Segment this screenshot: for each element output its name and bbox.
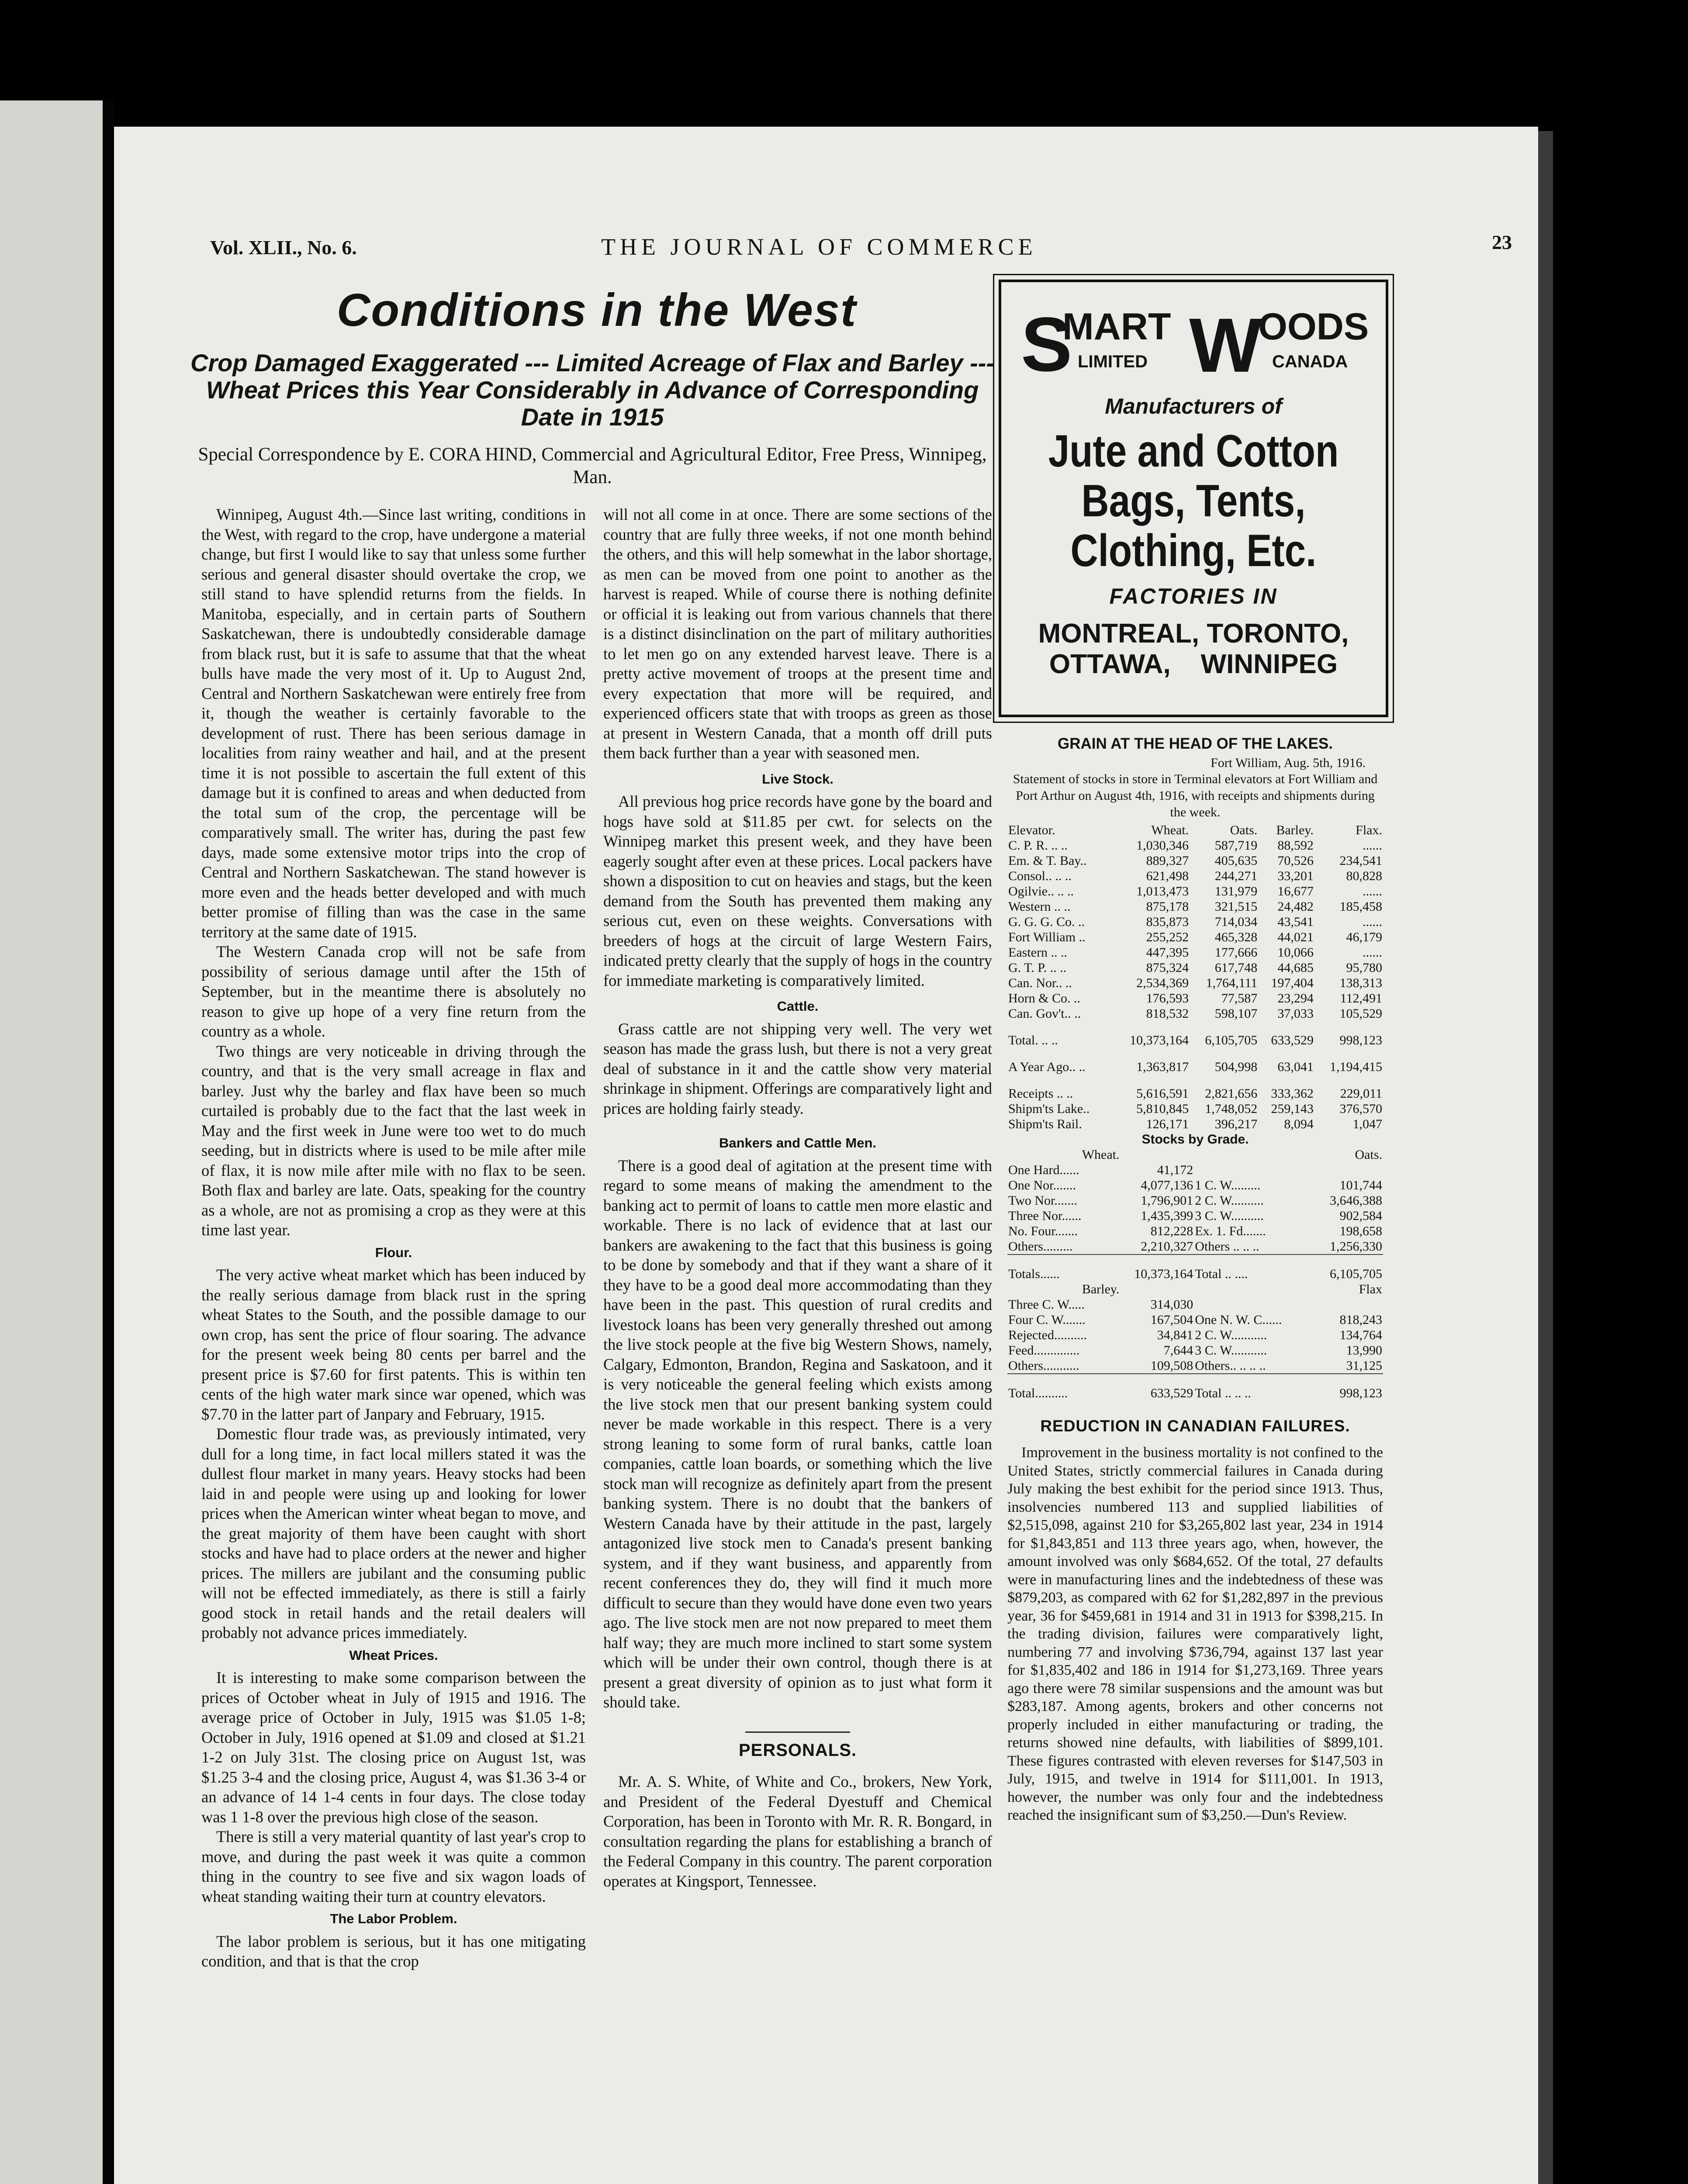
paragraph: Grass cattle are not shipping very well. The very wet season has made the grass lush, but there is not a very great deal of substance in it and the cattle show very material shrinkage in shipment. Offerings are comparatively light and prices are holding fairly steady. xyxy=(603,1019,992,1117)
table-cell: 24,482 xyxy=(1277,899,1314,914)
section-heading-labor-problem: The Labor Problem. xyxy=(330,1911,457,1926)
table-cell: 2,210,327 xyxy=(1141,1239,1193,1254)
table-cell: 44,685 xyxy=(1277,961,1314,975)
table-cell: 5,616,591 xyxy=(1136,1086,1189,1101)
table-cell: Shipm'ts Rail. xyxy=(1008,1117,1082,1131)
table-cell: 818,532 xyxy=(1146,1006,1189,1021)
table-cell: 818,243 xyxy=(1339,1313,1382,1327)
paragraph: will not all come in at once. There are some sections of the country that are fully three weeks, if not one month behind the others, and this will help somewhat in the labor shortage, as men can be moved from one point to another as the harvest is reaped. While of course there is nothing definite or official it is leaking out from various channels that there is a distinct disinclination on the part of military authorities to let men go on any extended harvest leave. There is a pretty active movement of troops at the present time and every expectation that more will be required, and experienced officers state that with troops as green as those at present in Western Canada, that a month off drill puts them back further than a year with seasoned men. xyxy=(603,505,992,762)
table-cell: Others.. .. .. .. xyxy=(1195,1358,1266,1373)
logo-word-oods: OODS xyxy=(1258,306,1369,348)
table-cell: Three C. W..... xyxy=(1008,1297,1085,1312)
table-cell: 633,529 xyxy=(1271,1033,1314,1047)
facing-page-edge xyxy=(0,100,103,2184)
grade-rows xyxy=(1007,1132,1383,1401)
table-cell: 23,294 xyxy=(1277,991,1314,1006)
table-cell: 43,541 xyxy=(1277,915,1314,929)
table-cell: 2,534,369 xyxy=(1136,976,1189,990)
table-cell: 1,764,111 xyxy=(1206,976,1258,990)
elevator-stocks-table xyxy=(1007,822,1383,1132)
table-cell: 2 C. W.......... xyxy=(1195,1193,1264,1208)
grain-label-row xyxy=(1007,1282,1383,1297)
table-cell: 16,677 xyxy=(1277,884,1314,898)
table-cell: ...... xyxy=(1363,945,1382,960)
paragraph: There is a good deal of agitation at the present time with regard to some means of making the amendment to the banking act to permit of loans to cattle men more elastic and workable. There is no lack of evidence that at last our bankers are awakening to the fact that this business is going to be done by somebody and that if they want a share of it they have to be a good deal more accommodating than they have been in the past. This question of rural credits and livestock loans has been very generally threshed out among the live stock people at the five big Western Shows, namely, Calgary, Edmonton, Brandon, Regina and Saskatoon, and it is very noticeable the general feeling which exists among the live stock men that our present banking system could never be made workable in this respect. There is a very strong leaning to some form of rural banks, cattle loan companies, cattle loan boards, or something which the live stock man will recognize as definitely apart from the present banking system. There is no doubt that the bankers of Western Canada have by their attitude in the past, largely antagonized live stock men to Canada's present banking system, and if they want business, and apparently from recent conferences they do, they will find it much more difficult to secure than they would have done even two years ago. The live stock men are not now prepared to meet them half way; they are much more inclined to start some system which will be under their own control, though there is at present a great diversity of opinion as to just what form it should take. xyxy=(603,1156,992,1711)
grade-stocks-table xyxy=(1007,1132,1383,1401)
table-cell: 633,529 xyxy=(1114,1374,1194,1401)
table-cell: 333,362 xyxy=(1271,1086,1314,1101)
table-cell: One Hard...... xyxy=(1008,1163,1079,1177)
table-row xyxy=(1007,945,1383,960)
article-byline: Special Correspondence by E. CORA HIND, Commercial and Agricultural Editor, Free Press, Winnipeg, Man. xyxy=(198,444,987,487)
table-cell: Rejected.......... xyxy=(1008,1328,1087,1342)
table-cell: 63,041 xyxy=(1277,1060,1314,1074)
table-cell: 138,313 xyxy=(1339,976,1382,990)
table-cell: G. G. G. Co. .. xyxy=(1008,915,1085,929)
table-cell: 34,841 xyxy=(1157,1328,1193,1342)
ad-factories-in: FACTORIES IN xyxy=(1109,584,1278,608)
table-cell: 1,030,346 xyxy=(1136,838,1189,853)
column-header: Oats. xyxy=(1230,823,1258,837)
table-cell: 376,570 xyxy=(1339,1102,1382,1116)
paragraph: The Western Canada crop will not be safe from possibility of serious damage until after the 15th of September, but in the meantime there is absolutely no reason to give up hope of a very fine return from the country as a whole. xyxy=(201,943,586,1040)
table-cell: 902,584 xyxy=(1339,1209,1382,1223)
table-cell: 80,828 xyxy=(1346,869,1382,883)
table-cell: 598,107 xyxy=(1214,1006,1258,1021)
table-cell: 105,529 xyxy=(1339,1006,1382,1021)
table-cell: 621,498 xyxy=(1146,869,1189,883)
table-cell: 185,458 xyxy=(1339,899,1382,914)
table-cell: 109,508 xyxy=(1150,1358,1193,1373)
table-cell: Two Nor....... xyxy=(1008,1193,1077,1208)
table-cell: 2 C. W........... xyxy=(1195,1328,1267,1342)
table-cell: Eastern .. .. xyxy=(1008,945,1067,960)
section-heading-wheat-prices: Wheat Prices. xyxy=(349,1647,438,1663)
paragraph: It is interesting to make some comparison between the prices of October wheat in July of 1915 and 1916. The average price of October in July, 1915 was $1.05 1-8; October in July, 1916 opened at $1.09 and closed at $1.21 1-2 on July 31st. The closing price on August 1st, was $1.25 3-4 and the closing price, August 4, was $1.36 3-4 or an advance of 14 1-4 cents in four days. The close today was 1 1-8 over the previous high close of the season. xyxy=(201,1669,586,1826)
statistics-column xyxy=(1007,736,1383,1825)
table-cell: Ex. 1. Fd....... xyxy=(1195,1224,1266,1238)
journal-title: THE JOURNAL OF COMMERCE xyxy=(601,234,1037,260)
table-cell xyxy=(1311,1297,1383,1312)
table-row xyxy=(1007,991,1383,1006)
smart-woods-advertisement xyxy=(999,280,1388,717)
ad-manufacturers-of: Manufacturers of xyxy=(1105,394,1282,418)
table-cell: 504,998 xyxy=(1214,1060,1258,1074)
journal-page xyxy=(114,127,1538,2184)
page-number: 23 xyxy=(1492,231,1512,253)
table-cell: ...... xyxy=(1363,838,1382,853)
ad-products xyxy=(1032,426,1355,576)
table-cell: Others........... xyxy=(1008,1358,1079,1373)
column-header: Wheat. xyxy=(1151,823,1189,837)
table-row xyxy=(1007,1208,1383,1223)
movement-row xyxy=(1007,1075,1383,1101)
table-cell: 46,179 xyxy=(1346,930,1382,944)
table-row xyxy=(1007,1178,1383,1193)
table-cell: 70,526 xyxy=(1277,854,1314,868)
grain-label: Flax xyxy=(1359,1282,1382,1296)
table-row xyxy=(1007,1297,1383,1312)
table-cell: ...... xyxy=(1363,884,1382,898)
table-cell: 875,324 xyxy=(1146,961,1189,975)
table-cell: 126,171 xyxy=(1146,1117,1189,1131)
column-header: Elevator. xyxy=(1008,823,1055,837)
table-cell: 177,666 xyxy=(1214,945,1258,960)
ad-product-line-3: Clothing, Etc. xyxy=(1070,525,1317,576)
table-cell: 1 C. W......... xyxy=(1195,1178,1261,1192)
table-cell: 3 C. W........... xyxy=(1195,1343,1267,1358)
table-cell: Three Nor...... xyxy=(1008,1209,1082,1223)
table-cell: Em. & T. Bay.. xyxy=(1008,854,1087,868)
table-cell: 2,821,656 xyxy=(1205,1086,1258,1101)
movement-row xyxy=(1007,1101,1383,1116)
table-row xyxy=(1007,1358,1383,1374)
table-cell: 197,404 xyxy=(1271,976,1314,990)
table-cell: Ogilvie.. .. .. xyxy=(1008,884,1074,898)
table-row xyxy=(1007,1239,1383,1254)
table-cell: 835,873 xyxy=(1146,915,1189,929)
table-cell: Others .. .. .. xyxy=(1195,1239,1259,1254)
table-cell: Shipm'ts Lake.. xyxy=(1008,1102,1090,1116)
table-cell: 255,252 xyxy=(1146,930,1189,944)
table-cell: 465,328 xyxy=(1214,930,1258,944)
table-cell: 714,034 xyxy=(1214,915,1258,929)
personals-paragraph: Mr. A. S. White, of White and Co., brokers, New York, and President of the Federal Dyestuff and Chemical Corporation, has been in Toronto with Mr. R. R. Bongard, in consultation regarding the plans for establishing a branch of the Federal Company in this country. The parent corporation operates at Kingsport, Tennessee. xyxy=(603,1773,992,1890)
table-cell: Total .. .... xyxy=(1194,1254,1311,1282)
table-cell: 8,094 xyxy=(1284,1117,1314,1131)
table-cell xyxy=(1194,1162,1311,1178)
paragraph: There is still a very material quantity of last year's crop to move, and during the past week it was quite a common thing in the country to see five and six wagon loads of wheat standing waiting their turn at country elevators. xyxy=(201,1828,586,1905)
table-row xyxy=(1007,899,1383,914)
table-cell: Western .. .. xyxy=(1008,899,1071,914)
table-cell: 5,810,845 xyxy=(1136,1102,1189,1116)
table-cell: 134,764 xyxy=(1339,1328,1382,1342)
table-cell: Total .. .. .. xyxy=(1194,1374,1311,1401)
table-cell: 314,030 xyxy=(1150,1297,1193,1312)
table-cell: 234,541 xyxy=(1339,854,1382,868)
grain-label: Wheat. xyxy=(1082,1147,1120,1162)
table-cell: 33,201 xyxy=(1277,869,1314,883)
table-cell: 3,646,388 xyxy=(1330,1193,1382,1208)
table-row xyxy=(1007,1312,1383,1327)
table-row xyxy=(1007,1162,1383,1178)
table-cell: 1,047 xyxy=(1352,1117,1382,1131)
table-cell: 112,491 xyxy=(1340,991,1382,1006)
table-cell: ...... xyxy=(1363,915,1382,929)
elevator-rows xyxy=(1007,838,1383,1132)
table-cell: Total. .. .. xyxy=(1008,1033,1058,1047)
paragraph: The very active wheat market which has been induced by the really serious damage from black rust in the spring wheat States to the South, and the possible damage to our own crop, has sent the price of flour soaring. The advance for the present week being 80 cents per barrel and the present price is $7.60 for first patents. This is within ten cents of the high water mark since war opened, which was $7.70 in the latter part of Janpary and February, 1915. xyxy=(201,1266,586,1423)
table-cell: 198,658 xyxy=(1339,1224,1382,1238)
book-gutter xyxy=(103,100,114,2184)
article-subheadline: Crop Damaged Exaggerated --- Limited Acreage of Flax and Barley --- Wheat Prices this Year Considerably in Advance of Corresponding Date in 1915 xyxy=(190,349,995,431)
table-cell: Receipts .. .. xyxy=(1008,1086,1073,1101)
column-header: Flax. xyxy=(1356,823,1382,837)
ad-product-line-1: Jute and Cotton xyxy=(1048,426,1339,477)
table-cell: 13,990 xyxy=(1346,1343,1382,1358)
section-heading-flour: Flour. xyxy=(375,1244,412,1260)
table-cell: 101,744 xyxy=(1339,1178,1382,1192)
table-cell: 1,748,052 xyxy=(1205,1102,1258,1116)
failures-article xyxy=(1007,1444,1383,1825)
table-cell: 167,504 xyxy=(1150,1313,1193,1327)
grain-report-statement: Statement of stocks in store in Terminal elevators at Fort William and Port Arthur on August 4th, 1916, with receipts and shipments during the week. xyxy=(1013,772,1378,819)
table-cell: One N. W. C...... xyxy=(1195,1313,1282,1327)
table-cell: 44,021 xyxy=(1277,930,1314,944)
table-cell xyxy=(1311,1162,1383,1178)
table-cell: 176,593 xyxy=(1146,991,1189,1006)
table-row xyxy=(1007,1327,1383,1343)
table-cell: 77,587 xyxy=(1221,991,1258,1006)
table-cell: 998,123 xyxy=(1311,1374,1383,1401)
ad-product-line-2: Bags, Tents, xyxy=(1081,476,1306,526)
paragraph: The labor problem is serious, but it has one mitigating condition, and that is that the crop xyxy=(201,1932,586,1970)
table-row xyxy=(1007,975,1383,991)
volume-number: Vol. XLII., No. 6. xyxy=(210,236,357,259)
table-cell: 812,228 xyxy=(1150,1224,1193,1238)
paragraph: Domestic flour trade was, as previously intimated, very dull for a long time, in fact local millers stated it was the dullest flour market in many years. Heavy stocks had been laid in and people were using up and looking for lower prices when the American winter wheat began to move, and the great majority of them have been caught with short stocks and have had to place orders at the newer and higher prices. The millers are jubilant and the consuming public will not be effected immediately, as there is still a fairly good stock in retail hands and the retail dealers will probably not advance prices immediately. xyxy=(201,1425,586,1641)
table-cell: 396,217 xyxy=(1214,1117,1258,1131)
ad-cities-line-2: OTTAWA, WINNIPEG xyxy=(1049,649,1338,679)
movement-row xyxy=(1007,1116,1383,1132)
table-cell: 1,256,330 xyxy=(1330,1239,1382,1254)
table-cell: 447,395 xyxy=(1146,945,1189,960)
paragraph: Improvement in the business mortality is not confined to the United States, strictly commercial failures in Canada during July making the best exhibit for the period since 1913. Thus, insolvencies numbered 113 and supplied liabilities of $2,515,098, against 210 for $3,265,802 last year, 234 in 1914 for $1,843,851 and 113 three years ago, when, however, the amount involved was only $684,652. Of the total, 27 defaults were in manufacturing lines and the indebtedness of these was $879,203, as compared with 62 for $1,282,897 in the previous year, 36 for $459,681 in 1914 and 31 in 1913 for $398,215. In the trading division, failures were comparatively light, numbering 77 and involving $736,794, against 137 last year for $1,835,402 and 186 in 1914 for $1,273,169. Three years ago there were 78 similar suspensions and the amount was but $283,187. Among agents, brokers and other concerns not properly included in either manufacturing or trading, the returns showed nine defaults, with liabilities of $899,101. These figures contrasted with eleven reverses for $147,503 in July, 1915, and twelve in 1914 for $111,001. In 1913, however, the number was only four and the indebtedness reached the insignificant sum of $3,250.—Dun's Review. xyxy=(1007,1444,1383,1823)
article-column-1 xyxy=(201,505,586,1971)
table-cell: Can. Nor.. .. xyxy=(1008,976,1072,990)
year-ago-row xyxy=(1007,1048,1383,1075)
table-cell: Feed.............. xyxy=(1008,1343,1080,1358)
section-heading-bankers: Bankers and Cattle Men. xyxy=(719,1135,877,1151)
table-cell: 37,033 xyxy=(1277,1006,1314,1021)
table-row xyxy=(1007,1343,1383,1358)
table-cell: Horn & Co. .. xyxy=(1008,991,1080,1006)
smart-woods-logo xyxy=(1001,302,1386,388)
table-cell: 1,796,901 xyxy=(1141,1193,1193,1208)
grain-label: Barley. xyxy=(1082,1282,1120,1296)
table-cell: A Year Ago.. .. xyxy=(1008,1060,1086,1074)
running-header xyxy=(210,231,1512,266)
table-cell: 10,066 xyxy=(1277,945,1314,960)
logo-word-mart: MART xyxy=(1062,306,1171,348)
table-cell: Four C. W....... xyxy=(1008,1313,1086,1327)
table-cell: 321,515 xyxy=(1214,899,1258,914)
table-cell: 998,123 xyxy=(1339,1033,1382,1047)
table-cell: 244,271 xyxy=(1214,869,1258,883)
table-row xyxy=(1007,930,1383,945)
table-cell: 88,592 xyxy=(1277,838,1314,853)
table-cell: 405,635 xyxy=(1214,854,1258,868)
logo-word-canada: CANADA xyxy=(1272,352,1348,371)
total-row xyxy=(1007,1021,1383,1048)
table-cell: 889,327 xyxy=(1146,854,1189,868)
logo-letter-w: W xyxy=(1189,303,1262,388)
table-cell: One Nor....... xyxy=(1008,1178,1076,1192)
grade-total-row xyxy=(1007,1374,1383,1401)
table-cell: Consol.. .. .. xyxy=(1008,869,1072,883)
article-headline: Conditions in the West xyxy=(336,284,857,336)
table-cell: 6,105,705 xyxy=(1311,1254,1383,1282)
page-shadow-edge xyxy=(1538,131,1553,2184)
table-cell: Others......... xyxy=(1008,1239,1073,1254)
stocks-by-grade-heading xyxy=(1007,1132,1383,1147)
table-cell: 7,644 xyxy=(1163,1343,1193,1358)
table-cell: 1,435,399 xyxy=(1141,1209,1193,1223)
table-cell: 95,780 xyxy=(1346,961,1382,975)
table-cell: 131,979 xyxy=(1214,884,1258,898)
table-cell: 4,077,136 xyxy=(1141,1178,1193,1192)
grain-label-row xyxy=(1007,1147,1383,1162)
table-cell: G. T. P. .. .. xyxy=(1008,961,1067,975)
grain-label: Oats. xyxy=(1355,1147,1382,1162)
column-header: Barley. xyxy=(1276,823,1314,837)
table-cell: Can. Gov't.. .. xyxy=(1008,1006,1081,1021)
grain-report-dateline: Fort William, Aug. 5th, 1916. xyxy=(1211,756,1366,770)
table-cell: 31,125 xyxy=(1346,1358,1382,1373)
paragraph: All previous hog price records have gone by the board and hogs have sold at $11.85 per cwt. for selects on the Winnipeg market this present week, and they have been eagerly sought after even at these prices. Local packers have shown a disposition to cut on heavies and stags, but the keen demand from the South has prevented them making any serious cut, even on these weights. Conversations with breeders of hogs at the circuit of large Western Fairs, indicated pretty clearly that the supply of hogs in the country for immediate marketing is comparatively limited. xyxy=(603,792,992,989)
stocks-by-grade-heading-text: Stocks by Grade. xyxy=(1141,1132,1249,1147)
table-row xyxy=(1007,853,1383,868)
table-cell: 229,011 xyxy=(1340,1086,1382,1101)
ad-cities xyxy=(1001,619,1386,680)
section-divider xyxy=(745,1731,850,1733)
table-cell: C. P. R. .. .. xyxy=(1008,838,1068,853)
table-row xyxy=(1007,884,1383,899)
logo-word-limited: LIMITED xyxy=(1078,352,1148,371)
table-cell: No. Four....... xyxy=(1008,1224,1078,1238)
paragraph: Winnipeg, August 4th.—Since last writing, conditions in the West, with regard to the crop, have undergone a material change, but first I would like to say that unless some further serious and general disaster should overtake the crop, we still stand to have splendid returns from the fields. In Manitoba, especially, and in certain parts of Southern Saskatchewan, there is undoubtedly considerable damage from black rust, but it is safe to assume that that the wheat bulls have made the very most of it. Up to August 2nd, Central and Northern Saskatchewan were entirely free from it, though the weather is certainly favorable to the development of rust. There has been serious damage in localities from rainy weather and hail, and at the present time it is not possible to ascertain the full extent of this damage but it is confined to areas and when deducted from the total sum of the crop, the percentage will be comparatively small. The writer has, during the past few days, made some extensive motor trips into the crop of Central and Northern Saskatchewan. The stand however is more even and the heads better developed and with much better promise of filling than was the case in the same territory at the same date of 1915. xyxy=(201,505,586,941)
table-cell: 617,748 xyxy=(1214,961,1258,975)
table-cell: 10,373,164 xyxy=(1114,1254,1194,1282)
table-cell: 10,373,164 xyxy=(1130,1033,1189,1047)
table-row xyxy=(1007,914,1383,930)
table-cell: Fort William .. xyxy=(1008,930,1086,944)
table-cell: 1,194,415 xyxy=(1330,1060,1382,1074)
table-cell: 875,178 xyxy=(1146,899,1189,914)
table-row xyxy=(1007,1223,1383,1239)
logo-letter-s: S xyxy=(1021,302,1072,387)
personals-heading: PERSONALS. xyxy=(738,1740,857,1760)
table-header-row xyxy=(1007,822,1383,838)
table-cell: 1,013,473 xyxy=(1136,884,1189,898)
section-heading-live-stock: Live Stock. xyxy=(762,771,834,787)
ad-cities-line-1: MONTREAL, TORONTO, xyxy=(1038,619,1349,649)
paragraph: Two things are very noticeable in driving through the country, and that is the very small acreage in flax and barley. Just why the barley and flax have been so much curtailed is probably due to the fact that the last week in May and the first week in June were too wet to do much seeding, but in districts where is used to be mile after mile of flax, it is now mile after mile with no flax to be seen. Both flax and barley are late. Oats, speaking for the country as a whole, are not as promising a crop as they were at this time last year. xyxy=(201,1042,586,1239)
table-cell: 259,143 xyxy=(1271,1102,1314,1116)
table-row xyxy=(1007,838,1383,853)
table-cell: 1,363,817 xyxy=(1136,1060,1189,1074)
table-row xyxy=(1007,1193,1383,1208)
failures-heading: REDUCTION IN CANADIAN FAILURES. xyxy=(1040,1417,1350,1435)
table-cell: Totals...... xyxy=(1007,1254,1114,1282)
table-row xyxy=(1007,868,1383,884)
table-cell: 6,105,705 xyxy=(1205,1033,1258,1047)
table-row xyxy=(1007,960,1383,975)
table-row xyxy=(1007,1006,1383,1021)
section-heading-cattle: Cattle. xyxy=(777,999,819,1014)
table-cell: 41,172 xyxy=(1157,1163,1193,1177)
grain-report-title: GRAIN AT THE HEAD OF THE LAKES. xyxy=(1058,735,1333,752)
table-cell: 587,719 xyxy=(1214,838,1258,853)
grade-total-row xyxy=(1007,1254,1383,1282)
article-column-2 xyxy=(603,505,992,1891)
table-cell xyxy=(1194,1297,1311,1312)
table-cell: Total.......... xyxy=(1007,1374,1114,1401)
table-cell: 3 C. W.......... xyxy=(1195,1209,1264,1223)
